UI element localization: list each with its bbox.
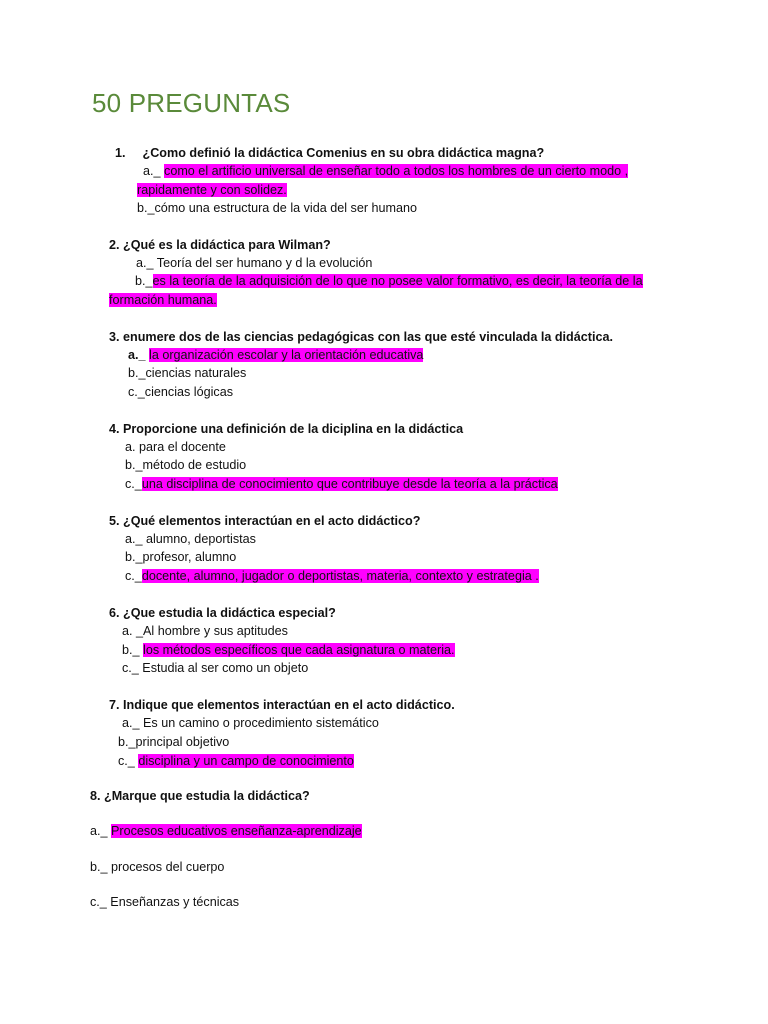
answer-2b-prefix: b._ [135, 274, 153, 288]
answer-8b: b._ procesos del cuerpo [90, 860, 225, 874]
question-1-number: 1. [115, 146, 126, 160]
answer-1b: b._cómo una estructura de la vida del ser humano [137, 201, 418, 215]
answer-5a: a._ alumno, deportistas [125, 532, 256, 546]
answer-3b: b._ciencias naturales [128, 366, 247, 380]
question-7: 7. Indique que elementos interactúan en el acto didáctico. [109, 698, 455, 712]
answer-7c-highlight: disciplina y un campo de conocimiento [138, 754, 354, 768]
answer-5c-prefix: c._ [125, 569, 142, 583]
answer-1a [143, 162, 678, 180]
question-1-text: ¿Como definió la didáctica Comenius en su obra didáctica magna? [142, 146, 545, 160]
answer-1a-highlight-2: rapidamente y con solidez. [137, 183, 287, 197]
answer-6c: c._ Estudia al ser como un objeto [122, 661, 309, 675]
answer-6b [122, 641, 455, 659]
question-5: 5. ¿Qué elementos interactúan en el acto didáctico? [109, 514, 421, 528]
answer-6b-prefix: b._ [122, 643, 144, 657]
answer-4c [125, 475, 558, 493]
question-4: 4. Proporcione una definición de la diciplina en la didáctica [109, 422, 464, 436]
answer-1a-prefix: a._ [143, 164, 165, 178]
answer-6a: a. _Al hombre y sus aptitudes [122, 624, 288, 638]
answer-2b-highlight-2: formación humana. [109, 293, 217, 307]
question-8: 8. ¿Marque que estudia la didáctica? [90, 789, 310, 803]
answer-4c-prefix: c._ [125, 477, 142, 491]
question-1 [115, 144, 544, 162]
answer-8a [90, 822, 362, 840]
question-2: 2. ¿Qué es la didáctica para Wilman? [109, 238, 331, 252]
answer-3a-prefix: a._ [128, 348, 150, 362]
answer-2b [135, 272, 643, 290]
answer-5b: b._profesor, alumno [125, 550, 237, 564]
answer-2b-continued [109, 291, 217, 309]
question-3: 3. enumere dos de las ciencias pedagógicas con las que esté vinculada la didáctica. [109, 330, 613, 344]
answer-2b-highlight: es la teoría de la adquisición de lo que no posee valor formativo, es decir, la teoría de la [152, 274, 643, 288]
question-6: 6. ¿Que estudia la didáctica especial? [109, 606, 336, 620]
answer-7b: b._principal objetivo [118, 735, 230, 749]
answer-7c-prefix: c._ [118, 754, 139, 768]
answer-3c: c._ciencias lógicas [128, 385, 233, 399]
page-title: 50 PREGUNTAS [92, 88, 291, 118]
answer-5c [125, 567, 539, 585]
answer-6b-highlight: los métodos específicos que cada asignatura o materia. [143, 643, 455, 657]
answer-8a-prefix: a._ [90, 824, 112, 838]
answer-4a: a. para el docente [125, 440, 226, 454]
answer-8c: c._ Enseñanzas y técnicas [90, 895, 240, 909]
answer-1a-highlight: como el artificio universal de enseñar todo a todos los hombres de un cierto modo , [164, 164, 629, 178]
answer-4b: b._método de estudio [125, 458, 247, 472]
answer-5c-highlight: docente, alumno, jugador o deportistas, materia, contexto y estrategia . [141, 569, 539, 583]
answer-2a: a._ Teoría del ser humano y d la evolución [136, 256, 373, 270]
answer-7a: a._ Es un camino o procedimiento sistemático [122, 716, 379, 730]
answer-7c [118, 752, 354, 770]
answer-1a-continued [137, 181, 287, 199]
answer-3a-highlight: la organización escolar y la orientación educativa [149, 348, 424, 362]
answer-8a-highlight: Procesos educativos enseñanza-aprendizaje [111, 824, 362, 838]
answer-4c-highlight: una disciplina de conocimiento que contribuye desde la teoría a la práctica [141, 477, 558, 491]
answer-3a [128, 346, 423, 364]
